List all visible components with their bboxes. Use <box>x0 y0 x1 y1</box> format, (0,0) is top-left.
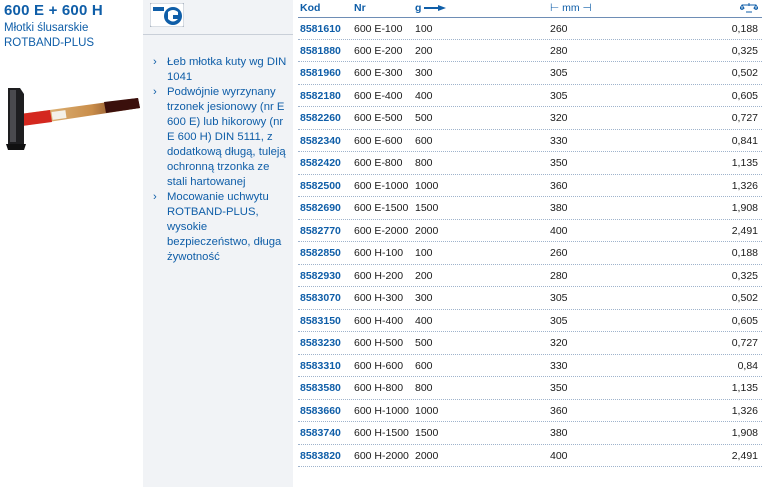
table-row <box>298 85 762 108</box>
hammer-image <box>2 84 142 154</box>
cell-nr: 600 E-100 <box>354 23 403 35</box>
cell-nr: 600 H-300 <box>354 292 404 304</box>
cell-length-mm: 380 <box>550 427 568 439</box>
feature-item: › Łeb młotka kuty wg DIN 1041 <box>153 56 287 83</box>
product-title: 600 E + 600 H <box>4 2 103 19</box>
cell-kod: 8582260 <box>300 112 341 124</box>
cell-kod: 8582420 <box>300 157 341 169</box>
cell-weight-kg: 0,325 <box>731 269 758 282</box>
table-row <box>298 310 762 333</box>
cell-length-mm: 320 <box>550 112 568 124</box>
cell-length-mm: 260 <box>550 247 568 259</box>
cell-weight-kg: 0,325 <box>731 44 758 57</box>
cell-weight-kg: 1,135 <box>731 382 758 394</box>
cell-weight-kg: 0,188 <box>731 247 758 259</box>
cell-length-mm: 360 <box>550 179 568 192</box>
cell-weight-g: 400 <box>415 89 433 102</box>
cell-weight-g: 1500 <box>415 427 439 439</box>
cell-kod: 8581880 <box>300 44 341 57</box>
cell-kod: 8582180 <box>300 89 341 102</box>
cell-weight-g: 300 <box>415 292 433 304</box>
chevron-right-icon: › <box>153 56 157 68</box>
table-row <box>298 445 762 468</box>
cell-length-mm: 305 <box>550 89 568 102</box>
cell-weight-g: 1500 <box>415 202 439 214</box>
chevron-right-icon: › <box>153 191 157 203</box>
table-row <box>298 332 762 355</box>
features-divider <box>143 34 293 35</box>
cell-nr: 600 E-400 <box>354 89 403 102</box>
weight-icon <box>740 2 758 13</box>
cell-weight-kg: 1,135 <box>731 157 758 169</box>
cell-length-mm: 400 <box>550 449 568 462</box>
cell-nr: 600 E-800 <box>354 157 403 169</box>
cell-weight-kg: 0,502 <box>731 67 758 79</box>
cell-length-mm: 280 <box>550 44 568 57</box>
cell-kod: 8583230 <box>300 337 341 349</box>
table-row <box>298 62 762 85</box>
cell-kod: 8581610 <box>300 23 341 35</box>
cell-weight-g: 200 <box>415 269 433 282</box>
table-row <box>298 355 762 378</box>
cell-length-mm: 305 <box>550 67 568 79</box>
cell-weight-kg: 1,908 <box>731 202 758 214</box>
cell-weight-g: 100 <box>415 247 433 259</box>
cell-weight-g: 400 <box>415 314 433 327</box>
product-subtitle-line1: Młotki ślusarskie <box>4 22 89 34</box>
cell-nr: 600 E-1000 <box>354 179 409 192</box>
cell-weight-g: 800 <box>415 157 433 169</box>
length-arrow-left-icon: ⊢ <box>550 2 560 14</box>
cell-weight-kg: 0,84 <box>737 359 758 372</box>
table-header <box>298 0 762 17</box>
cell-nr: 600 H-1500 <box>354 427 409 439</box>
cell-weight-kg: 0,841 <box>731 134 758 147</box>
table-row <box>298 265 762 288</box>
table-row <box>298 377 762 400</box>
cell-length-mm: 360 <box>550 404 568 417</box>
table-row <box>298 107 762 130</box>
table-row <box>298 152 762 175</box>
cell-nr: 600 H-2000 <box>354 449 409 462</box>
table-body <box>298 17 762 467</box>
cell-weight-kg: 1,326 <box>731 179 758 192</box>
cell-nr: 600 E-200 <box>354 44 403 57</box>
cell-length-mm: 380 <box>550 202 568 214</box>
table-row <box>298 17 762 40</box>
table-row <box>298 175 762 198</box>
table-row <box>298 40 762 63</box>
header-weight-kg <box>740 2 758 16</box>
product-panel <box>0 0 140 487</box>
cell-length-mm: 320 <box>550 337 568 349</box>
table-row <box>298 197 762 220</box>
cell-nr: 600 H-400 <box>354 314 404 327</box>
table-row <box>298 400 762 423</box>
cell-length-mm: 350 <box>550 382 568 394</box>
cell-kod: 8583310 <box>300 359 341 372</box>
cell-kod: 8582930 <box>300 269 341 282</box>
cell-kod: 8583070 <box>300 292 341 304</box>
cell-nr: 600 E-600 <box>354 134 403 147</box>
cell-length-mm: 305 <box>550 292 568 304</box>
cell-weight-g: 800 <box>415 382 433 394</box>
cell-kod: 8583660 <box>300 404 341 417</box>
product-subtitle-line2: ROTBAND-PLUS <box>4 37 95 49</box>
cell-weight-g: 2000 <box>415 449 439 462</box>
cell-weight-kg: 0,502 <box>731 292 758 304</box>
length-arrow-right-icon: ⊣ <box>582 2 592 14</box>
cell-nr: 600 E-300 <box>354 67 403 79</box>
cell-weight-g: 500 <box>415 112 433 124</box>
header-weight-g: g <box>415 2 446 14</box>
cell-weight-kg: 0,605 <box>731 314 758 327</box>
cell-kod: 8582770 <box>300 224 341 237</box>
cell-weight-kg: 2,491 <box>731 224 758 237</box>
cell-kod: 8581960 <box>300 67 341 79</box>
cell-weight-g: 500 <box>415 337 433 349</box>
cell-nr: 600 H-1000 <box>354 404 409 417</box>
cell-length-mm: 305 <box>550 314 568 327</box>
cell-nr: 600 E-500 <box>354 112 403 124</box>
cell-length-mm: 400 <box>550 224 568 237</box>
cell-nr: 600 E-1500 <box>354 202 409 214</box>
cell-kod: 8582500 <box>300 179 341 192</box>
cell-weight-kg: 1,908 <box>731 427 758 439</box>
cell-kod: 8582690 <box>300 202 341 214</box>
cell-weight-g: 600 <box>415 134 433 147</box>
cell-weight-kg: 0,727 <box>731 337 758 349</box>
cell-nr: 600 H-100 <box>354 247 404 259</box>
cell-weight-kg: 0,188 <box>731 23 758 35</box>
table-row <box>298 287 762 310</box>
table-row <box>298 422 762 445</box>
cell-weight-g: 1000 <box>415 179 439 192</box>
cell-length-mm: 350 <box>550 157 568 169</box>
gs-certification-logo <box>150 3 184 27</box>
cell-length-mm: 330 <box>550 134 568 147</box>
cell-kod: 8583820 <box>300 449 341 462</box>
cell-kod: 8583150 <box>300 314 341 327</box>
cell-weight-g: 200 <box>415 44 433 57</box>
cell-weight-g: 600 <box>415 359 433 372</box>
cell-weight-kg: 1,326 <box>731 404 758 417</box>
cell-weight-g: 300 <box>415 67 433 79</box>
cell-nr: 600 H-600 <box>354 359 404 372</box>
cell-nr: 600 H-500 <box>354 337 404 349</box>
table-row <box>298 130 762 153</box>
cell-length-mm: 330 <box>550 359 568 372</box>
header-nr: Nr <box>354 2 366 14</box>
cell-weight-kg: 0,727 <box>731 112 758 124</box>
cell-weight-kg: 0,605 <box>731 89 758 102</box>
table-row <box>298 220 762 243</box>
cell-length-mm: 280 <box>550 269 568 282</box>
cell-nr: 600 H-200 <box>354 269 404 282</box>
hammer-head-icon <box>424 4 446 12</box>
header-length-mm: ⊢ mm ⊣ <box>550 2 592 14</box>
cell-kod: 8583740 <box>300 427 341 439</box>
cell-nr: 600 H-800 <box>354 382 404 394</box>
table-row <box>298 242 762 265</box>
cell-nr: 600 E-2000 <box>354 224 409 237</box>
cell-weight-kg: 2,491 <box>731 449 758 462</box>
feature-list <box>153 55 291 265</box>
cell-kod: 8583580 <box>300 382 341 394</box>
product-table <box>298 0 762 467</box>
feature-item: › Mocowanie uchwytu ROTBAND-PLUS, wysokie bezpieczeństwo, długa żywotność <box>153 191 282 263</box>
cell-weight-g: 1000 <box>415 404 439 417</box>
header-kod: Kod <box>300 2 321 14</box>
cell-kod: 8582340 <box>300 134 341 147</box>
cell-weight-g: 100 <box>415 23 433 35</box>
cell-kod: 8582850 <box>300 247 341 259</box>
feature-item: › Podwójnie wyrzynany trzonek jesionowy (nr E 600 E) lub hikorowy (nr E 600 H) DIN 5111, z dodatkową długą, tuleją ochronną trzonka ze stali hartowanej <box>153 86 286 188</box>
cell-weight-g: 2000 <box>415 224 439 237</box>
product-subtitle <box>4 21 94 51</box>
chevron-right-icon: › <box>153 86 157 98</box>
cell-length-mm: 260 <box>550 23 568 35</box>
